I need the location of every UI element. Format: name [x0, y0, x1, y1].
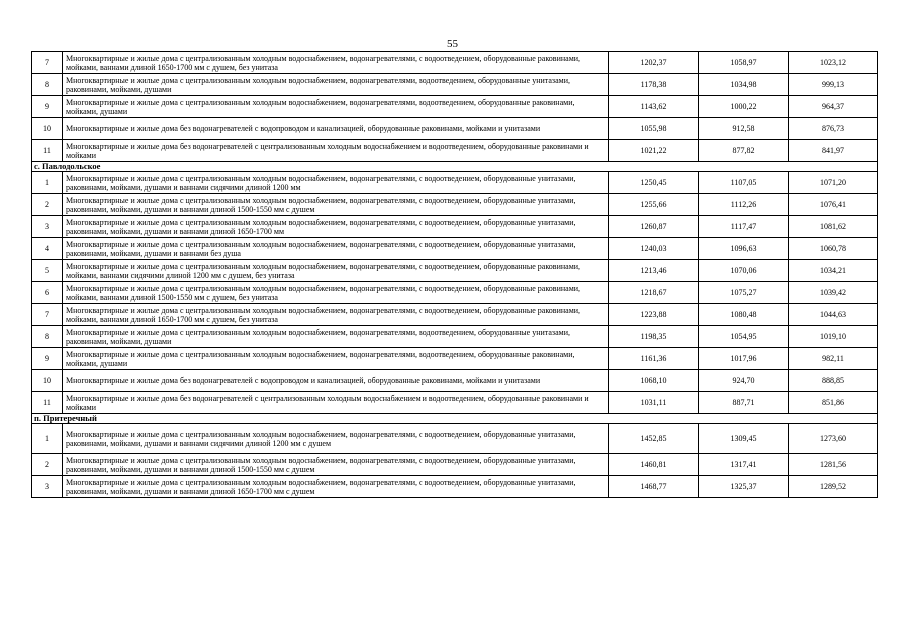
- row-value-1: 1021,22: [609, 140, 699, 162]
- row-value-2: 1034,98: [699, 74, 789, 96]
- row-description: Многоквартирные и жилые дома с централизованным холодным водоснабжением, водонагревателями, водоотведением, оборудованные раковинами, мойками, душами: [63, 96, 609, 118]
- table-row: [32, 454, 878, 476]
- row-description: Многоквартирные и жилые дома с централизованным холодным водоснабжением, водонагревателями, с водоотведением, оборудованные унитазами, раковинами, мойками, душами и ваннами длиной 1500-1550 мм с душем: [63, 194, 609, 216]
- row-value-1: 1161,36: [609, 348, 699, 370]
- row-number: 4: [32, 238, 63, 260]
- table-row: [32, 52, 878, 74]
- row-value-1: 1218,67: [609, 282, 699, 304]
- row-value-2: 912,58: [699, 118, 789, 140]
- row-value-3: 1023,12: [789, 52, 878, 74]
- row-number: 7: [32, 304, 63, 326]
- row-value-1: 1198,35: [609, 326, 699, 348]
- row-value-2: 887,71: [699, 392, 789, 414]
- row-value-3: 1019,10: [789, 326, 878, 348]
- row-number: 2: [32, 454, 63, 476]
- row-value-3: 964,37: [789, 96, 878, 118]
- row-description: Многоквартирные и жилые дома без водонагревателей с централизованным холодным водоснабжением и водоотведением, оборудованные раковинами и мойками: [63, 140, 609, 162]
- row-value-1: 1178,38: [609, 74, 699, 96]
- row-description: Многоквартирные и жилые дома с централизованным холодным водоснабжением, водонагревателями, с водоотведением, оборудованные унитазами, раковинами, мойками, душами и ваннами длиной 1650-1700 мм: [63, 216, 609, 238]
- table-row: [32, 194, 878, 216]
- tariff-table-body: [32, 52, 878, 498]
- row-value-1: 1240,03: [609, 238, 699, 260]
- table-row: [32, 326, 878, 348]
- table-row: [32, 140, 878, 162]
- row-value-1: 1255,66: [609, 194, 699, 216]
- row-value-1: 1223,88: [609, 304, 699, 326]
- row-value-1: 1068,10: [609, 370, 699, 392]
- row-value-2: 1325,37: [699, 476, 789, 498]
- row-number: 11: [32, 392, 63, 414]
- table-row: [32, 118, 878, 140]
- row-number: 2: [32, 194, 63, 216]
- row-description: Многоквартирные и жилые дома без водонагревателей с водопроводом и канализацией, оборудованные раковинами, мойками и унитазами: [63, 118, 609, 140]
- row-value-1: 1213,46: [609, 260, 699, 282]
- row-value-2: 1075,27: [699, 282, 789, 304]
- row-description: Многоквартирные и жилые дома с централизованным холодным водоснабжением, водонагревателями, с водоотведением, оборудованные унитазами, раковинами, мойками, душами и ваннами сидячими длиной 1200 мм: [63, 172, 609, 194]
- section-header-row: [32, 414, 878, 424]
- row-value-1: 1260,87: [609, 216, 699, 238]
- table-row: [32, 348, 878, 370]
- row-value-3: 888,85: [789, 370, 878, 392]
- row-number: 11: [32, 140, 63, 162]
- row-value-3: 1034,21: [789, 260, 878, 282]
- row-description: Многоквартирные и жилые дома с централизованным холодным водоснабжением, водонагревателями, с водоотведением, оборудованные унитазами, раковинами, мойками, душами и ваннами длиной 1500-1550 мм с душем: [63, 454, 609, 476]
- row-value-3: 1060,78: [789, 238, 878, 260]
- row-description: Многоквартирные и жилые дома без водонагревателей с водопроводом и канализацией, оборудованные раковинами, мойками и унитазами: [63, 370, 609, 392]
- row-number: 7: [32, 52, 63, 74]
- row-value-3: 1081,62: [789, 216, 878, 238]
- row-description: Многоквартирные и жилые дома с централизованным холодным водоснабжением, водонагревателями, с водоотведением, оборудованные раковинами, мойками, ваннами длиной 1650-1700 мм с душем, без унитаза: [63, 304, 609, 326]
- table-row: [32, 260, 878, 282]
- row-number: 10: [32, 118, 63, 140]
- row-value-2: 1096,63: [699, 238, 789, 260]
- row-description: Многоквартирные и жилые дома с централизованным холодным водоснабжением, водонагревателями, водоотведением, оборудованные раковинами, мойками, душами: [63, 348, 609, 370]
- table-row: [32, 304, 878, 326]
- row-value-2: 924,70: [699, 370, 789, 392]
- row-number: 9: [32, 348, 63, 370]
- row-value-2: 1017,96: [699, 348, 789, 370]
- table-row: [32, 392, 878, 414]
- section-title: п. Притеречный: [32, 414, 878, 424]
- row-number: 5: [32, 260, 63, 282]
- row-value-2: 1317,41: [699, 454, 789, 476]
- row-value-3: 841,97: [789, 140, 878, 162]
- section-header-row: [32, 162, 878, 172]
- row-number: 6: [32, 282, 63, 304]
- row-number: 1: [32, 424, 63, 454]
- row-number: 3: [32, 216, 63, 238]
- tariff-table: [31, 51, 878, 498]
- row-description: Многоквартирные и жилые дома без водонагревателей с централизованным холодным водоснабжением и водоотведением, оборудованные раковинами и мойками: [63, 392, 609, 414]
- row-value-2: 1080,48: [699, 304, 789, 326]
- row-value-1: 1468,77: [609, 476, 699, 498]
- row-value-2: 877,82: [699, 140, 789, 162]
- row-description: Многоквартирные и жилые дома с централизованным холодным водоснабжением, водонагревателями, с водоотведением, оборудованные раковинами, мойками, ваннами длиной 1500-1550 мм с душем, без унитаза: [63, 282, 609, 304]
- row-description: Многоквартирные и жилые дома с централизованным холодным водоснабжением, водонагревателями, с водоотведением, оборудованные унитазами, раковинами, мойками, душами и ваннами длиной 1650-1700 мм с душем: [63, 476, 609, 498]
- row-value-3: 1281,56: [789, 454, 878, 476]
- row-description: Многоквартирные и жилые дома с централизованным холодным водоснабжением, водонагревателями, с водоотведением, оборудованные раковинами, мойками, ваннами сидячими длиной 1200 мм с душем, без унитаза: [63, 260, 609, 282]
- row-description: Многоквартирные и жилые дома с централизованным холодным водоснабжением, водонагревателями, с водоотведением, оборудованные унитазами, раковинами, мойками, душами и ваннами без душа: [63, 238, 609, 260]
- row-value-1: 1250,45: [609, 172, 699, 194]
- row-value-3: 876,73: [789, 118, 878, 140]
- row-value-1: 1460,81: [609, 454, 699, 476]
- row-value-3: 1039,42: [789, 282, 878, 304]
- table-row: [32, 74, 878, 96]
- table-row: [32, 282, 878, 304]
- row-value-1: 1452,85: [609, 424, 699, 454]
- row-value-3: 1289,52: [789, 476, 878, 498]
- row-value-3: 1071,20: [789, 172, 878, 194]
- table-row: [32, 96, 878, 118]
- row-value-3: 851,86: [789, 392, 878, 414]
- row-description: Многоквартирные и жилые дома с централизованным холодным водоснабжением, водонагревателями, водоотведением, оборудованные унитазами, раковинами, мойками, душами: [63, 74, 609, 96]
- row-value-1: 1143,62: [609, 96, 699, 118]
- row-value-2: 1070,06: [699, 260, 789, 282]
- row-value-2: 1107,05: [699, 172, 789, 194]
- row-value-2: 1058,97: [699, 52, 789, 74]
- row-value-3: 999,13: [789, 74, 878, 96]
- row-value-1: 1202,37: [609, 52, 699, 74]
- row-description: Многоквартирные и жилые дома с централизованным холодным водоснабжением, водонагревателями, водоотведением, оборудованные унитазами, раковинами, мойками, душами: [63, 326, 609, 348]
- row-number: 9: [32, 96, 63, 118]
- row-number: 10: [32, 370, 63, 392]
- row-value-2: 1000,22: [699, 96, 789, 118]
- row-value-2: 1117,47: [699, 216, 789, 238]
- row-value-3: 1076,41: [789, 194, 878, 216]
- row-value-2: 1112,26: [699, 194, 789, 216]
- row-value-3: 982,11: [789, 348, 878, 370]
- table-row: [32, 238, 878, 260]
- row-number: 8: [32, 326, 63, 348]
- row-description: Многоквартирные и жилые дома с централизованным холодным водоснабжением, водонагревателями, с водоотведением, оборудованные раковинами, мойками, ваннами длиной 1650-1700 мм с душем, без унитаза: [63, 52, 609, 74]
- table-row: [32, 172, 878, 194]
- page-number: 55: [447, 38, 458, 50]
- table-row: [32, 424, 878, 454]
- section-title: с. Павлодольское: [32, 162, 878, 172]
- row-value-3: 1044,63: [789, 304, 878, 326]
- table-row: [32, 370, 878, 392]
- row-description: Многоквартирные и жилые дома с централизованным холодным водоснабжением, водонагревателями, с водоотведением, оборудованные унитазами, раковинами, мойками, душами и ваннами сидячими длиной 1200 мм с душем: [63, 424, 609, 454]
- row-value-2: 1309,45: [699, 424, 789, 454]
- row-number: 1: [32, 172, 63, 194]
- row-number: 8: [32, 74, 63, 96]
- row-value-3: 1273,60: [789, 424, 878, 454]
- row-value-2: 1054,95: [699, 326, 789, 348]
- row-value-1: 1055,98: [609, 118, 699, 140]
- row-number: 3: [32, 476, 63, 498]
- table-row: [32, 216, 878, 238]
- row-value-1: 1031,11: [609, 392, 699, 414]
- table-row: [32, 476, 878, 498]
